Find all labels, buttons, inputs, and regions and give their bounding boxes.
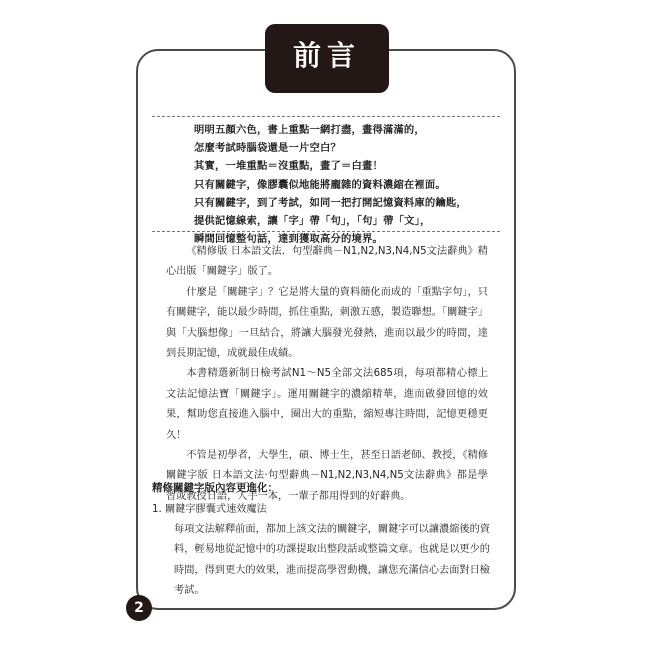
intro-top-divider — [152, 116, 500, 117]
intro-bottom-divider — [152, 231, 500, 232]
intro-line: 只有關鍵字，到了考試，如同一把打開記憶資料庫的鑰匙， — [194, 196, 467, 209]
sub-item-title: 1. 關鍵字膠囊式速效魔法 — [152, 504, 267, 515]
page-number-badge: 2 — [126, 595, 152, 621]
intro-line: 怎麼考試時腦袋還是一片空白？ — [194, 142, 341, 155]
body-paragraph: 什麼是「關鍵字」？它是將大量的資料簡化而成的「重點字句」，只有關鍵字，能以最少時間，抓住重點，刺激五感，製造聯想。「關鍵字」與「大腦想像」一旦結合，將讓大腦發光發熱，進而以最少的時間，達到長期記憶，成就最佳成績。 — [166, 286, 488, 360]
intro-block — [194, 121, 494, 248]
body-paragraph: 《精修版 日本語文法．句型辭典－N1,N2,N3,N4,N5文法辭典》精心出版「關鍵字」版了。 — [166, 246, 488, 278]
body-paragraph: 本書精選新制日檢考試N1～N5全部文法685項，每項都精心標上文法記憶法寶「關鍵字」。運用關鍵字的濃縮精華，進而啟發回憶的效果，幫助您直接進入腦中，圈出大的重點，縮短專注時間，記憶更穩更久！ — [166, 368, 488, 441]
body-text — [166, 242, 488, 507]
intro-line: 瞬間回憶整句話，達到獲取高分的境界。 — [194, 233, 383, 246]
section-heading: 精修關鍵字版內容更進化： — [152, 482, 278, 494]
intro-line: 明明五顏六色，書上重點一網打盡，畫得滿滿的， — [194, 124, 425, 136]
intro-line: 只有關鍵字，像膠囊似地能將龐雜的資料濃縮在裡面。 — [194, 178, 446, 191]
intro-line: 提供記憶線索，讓「字」帶「句」，「句」帶「文」， — [194, 214, 431, 227]
sub-item-body — [174, 520, 490, 602]
sub-item-paragraph: 每項文法解釋前面，都加上該文法的關鍵字，關鍵字可以讓濃縮後的資料，輕易地從記憶中的功課提取出整段話或整篇文章。也就是以更少的時間，得到更大的效果，進而提高學習動機，讓您充滿信心去面對日檢考試。 — [174, 524, 490, 597]
page-title: 前言 — [292, 39, 361, 72]
intro-line: 其實，一堆重點＝沒重點，畫了＝白畫！ — [194, 160, 383, 173]
body-paragraph: 不管是初學者，大學生，碩、博士生，甚至日語老師、教授，《精修關鍵字版 日本語文法‧句型辭典－N1,N2,N3,N4,N5文法辭典》都是學習或教授日語，人手一本，一輩子都用得到的好辭典。 — [166, 450, 488, 502]
